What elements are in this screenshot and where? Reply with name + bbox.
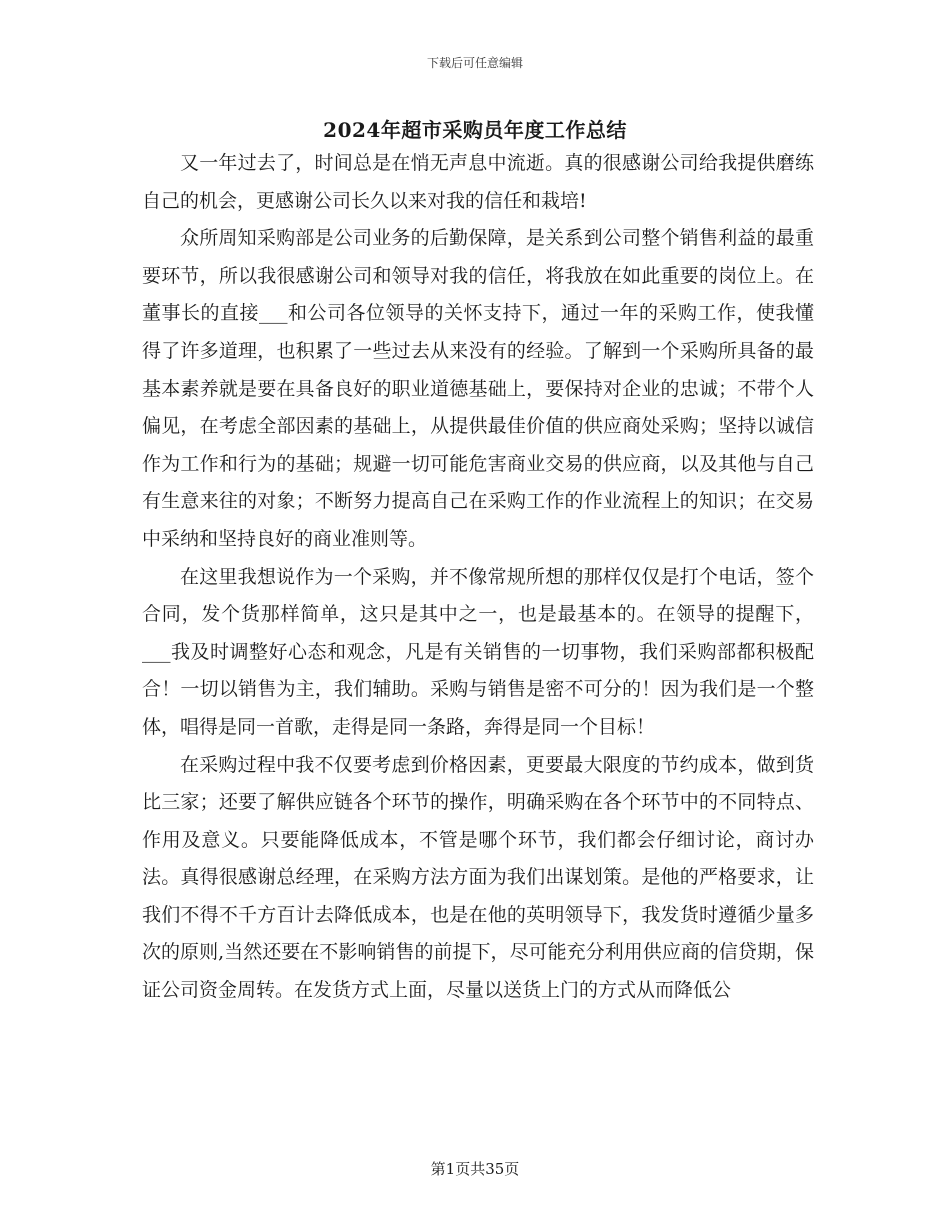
paragraph: 在这里我想说作为一个采购，并不像常规所想的那样仅仅是打个电话，签个合同，发个货那样简单，这只是其中之一，也是最基本的。在领导的提醒下，___我及时调整好心态和观念，凡是有关销售的一切事物，我们采购部都积极配合！一切以销售为主，我们辅助。采购与销售是密不可分的！因为我们是一个整体，唱得是同一首歌，走得是同一条路，奔得是同一个目标！ xyxy=(142,565,814,738)
document-body xyxy=(142,145,814,1010)
paragraph: 在采购过程中我不仅要考虑到价格因素，更要最大限度的节约成本，做到货比三家；还要了解供应链各个环节的操作，明确采购在各个环节中的不同特点、作用及意义。只要能降低成本，不管是哪个环节，我们都会仔细讨论，商讨办法。真得很感谢总经理，在采购方法方面为我们出谋划策。是他的严格要求，让我们不得不千方百计去降低成本，也是在他的英明领导下，我发货时遵循少量多次的原则,当然还要在不影响销售的前提下，尽可能充分利用供应商的信贷期，保证公司资金周转。在发货方式上面，尽量以送货上门的方式从而降低公 xyxy=(142,753,814,1002)
header-note: 下载后可任意编辑 xyxy=(426,56,523,70)
page-footer: 第1页共35页 xyxy=(430,1160,520,1178)
paragraph: 众所周知采购部是公司业务的后勤保障，是关系到公司整个销售利益的最重要环节，所以我很感谢公司和领导对我的信任，将我放在如此重要的岗位上。在董事长的直接___和公司各位领导的关怀支持下，通过一年的采购工作，使我懂得了许多道理，也积累了一些过去从来没有的经验。了解到一个采购所具备的最基本素养就是要在具备良好的职业道德基础上，要保持对企业的忠诚；不带个人偏见，在考虑全部因素的基础上，从提供最佳价值的供应商处采购；坚持以诚信作为工作和行为的基础；规避一切可能危害商业交易的供应商，以及其他与自己有生意来往的对象；不断努力提高自己在采购工作的作业流程上的知识；在交易中采纳和坚持良好的商业准则等。 xyxy=(142,227,814,550)
paragraph: 又一年过去了，时间总是在悄无声息中流逝。真的很感谢公司给我提供磨练自己的机会，更感谢公司长久以来对我的信任和栽培! xyxy=(142,152,814,212)
document-title: 2024年超市采购员年度工作总结 xyxy=(323,118,627,142)
